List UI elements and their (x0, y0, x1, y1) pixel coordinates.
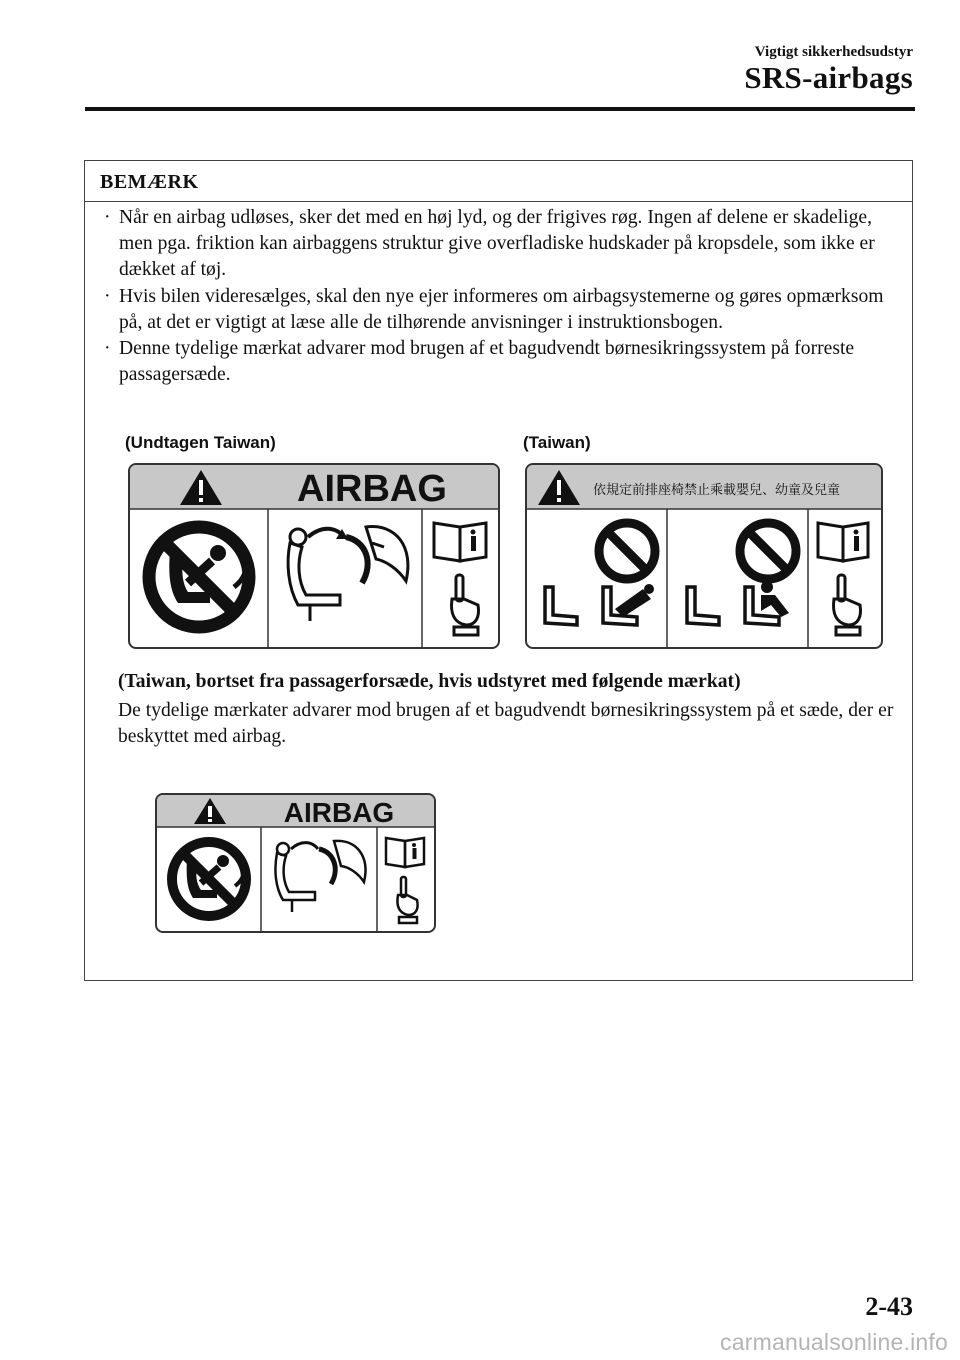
bullet-marker: · (104, 207, 111, 228)
note-bullet (103, 284, 893, 336)
note-bullet (103, 336, 893, 388)
pointing-hand-icon (452, 575, 479, 635)
note-bullet (103, 205, 893, 284)
manual-book-icon (434, 523, 486, 561)
label-except-taiwan: (Undtagen Taiwan) (125, 433, 276, 452)
manual-book-icon (818, 523, 868, 561)
seat-icon (687, 587, 719, 625)
airbag-word: AIRBAG (297, 468, 447, 510)
note-title-divider (85, 201, 912, 202)
bullet-text: Når en airbag udløses, sker det med en høj lyd, og der frigives røg. Ingen af delene er skadelige, men pga. friktion kan airbaggens struktur give overfladiske hudskader på kropsdele, som ikke er dækket af tøj. (119, 207, 875, 281)
pointing-hand-icon (397, 877, 417, 923)
airbag-placard-graphic (130, 465, 498, 647)
bullet-marker: · (104, 285, 111, 307)
site-watermark: carmanualsonline.info (720, 1329, 948, 1355)
taiwan-subtext: De tydelige mærkater advarer mod brugen af et bagudvendt børnesikringssystem på et sæde, der er beskyttet med airbag. (118, 700, 894, 748)
no-rear-facing-child-seat-icon (149, 527, 249, 627)
prohibited-sign-icon (599, 523, 655, 579)
page-number: 2-43 (865, 1292, 913, 1321)
airbag-placard-small-graphic (157, 795, 434, 931)
taiwan-subheading: (Taiwan, bortset fra passagerforsæde, hvis udstyret med følgende mærkat) (118, 671, 741, 692)
airbag-warning-placard (128, 463, 500, 649)
note-box (84, 160, 913, 981)
page-title: SRS-airbags (744, 60, 913, 95)
section-subtitle: Vigtigt sikkerhedsudstyr (754, 44, 913, 60)
taiwan-warning-placard (525, 463, 883, 649)
note-bullet-list (103, 205, 893, 388)
manual-book-icon (386, 838, 424, 867)
airbag-warning-placard-small (155, 793, 436, 933)
taiwan-placard-graphic (527, 465, 881, 647)
airbag-word: AIRBAG (283, 797, 395, 828)
airbag-deploy-icon (275, 841, 365, 912)
no-rear-facing-child-seat-icon (172, 842, 246, 916)
bullet-text: Hvis bilen videresælges, skal den nye ejer informeres om airbagsystemerne og gøres opmærksom på, at det er vigtigt at læse alle de tilhørende anvisninger i instruktionsbogen. (119, 285, 884, 333)
bullet-marker: · (104, 338, 111, 360)
note-title: BEMÆRK (100, 171, 199, 193)
airbag-deploy-icon (288, 527, 408, 621)
bullet-text: Denne tydelige mærkat advarer mod brugen af et bagudvendt børnesikringssystem på forreste passagersæde. (119, 338, 855, 386)
prohibited-sign-icon (740, 523, 796, 579)
rear-facing-infant-seat-icon (603, 584, 654, 625)
label-taiwan: (Taiwan) (523, 433, 591, 452)
taiwan-warning-text: 依規定前排座椅禁止乘載嬰兒、幼童及兒童 (593, 483, 841, 498)
header-rule (85, 107, 915, 111)
seat-icon (545, 587, 577, 625)
forward-facing-child-seat-icon (745, 581, 789, 625)
pointing-hand-icon (834, 575, 861, 635)
